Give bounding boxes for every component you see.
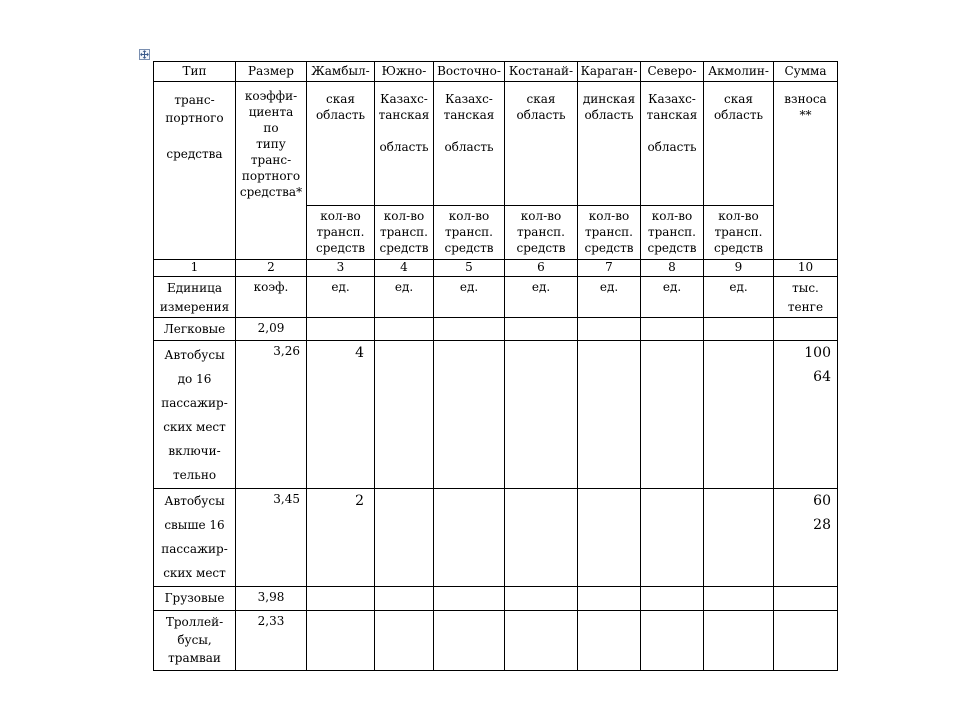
vehicle-contribution-table [153,61,838,671]
coefficient-cell: 3,98 [236,587,307,611]
coefficient-cell: 3,45 [236,489,307,587]
empty-cell [434,341,505,489]
sum-cell: 100 64 [774,341,838,489]
empty-cell [375,489,434,587]
empty-cell [375,587,434,611]
empty-cell [505,587,578,611]
col-header-south-kaz: Южно- [375,62,434,82]
unit-label: Единица измерения [154,277,236,318]
table-row [154,489,838,587]
col-number: 2 [236,260,307,277]
col-desc-zhambyl: ская область [307,82,375,206]
col-sub-zhambyl: кол-во трансп. средств [307,206,375,260]
col-number: 7 [578,260,641,277]
col-desc-akmola: ская область [704,82,774,206]
col-header-size: Размер [236,62,307,82]
unit-cell: ед. [505,277,578,318]
unit-cell: коэф. [236,277,307,318]
empty-cell [505,489,578,587]
sum-cell: 60 28 [774,489,838,587]
empty-cell [641,587,704,611]
empty-cell [641,611,704,671]
table-row [154,341,838,489]
column-number-row [154,260,838,277]
empty-cell [578,587,641,611]
empty-cell [505,341,578,489]
vehicle-type-cell: Грузовые [154,587,236,611]
sum-cell [774,611,838,671]
vehicle-type-cell: Автобусы свыше 16 пассажир- ских мест [154,489,236,587]
empty-cell [578,611,641,671]
coefficient-cell: 3,26 [236,341,307,489]
col-sub-kostanay: кол-во трансп. средств [505,206,578,260]
col-desc-sum: взноса ** [774,82,838,260]
unit-cell: ед. [375,277,434,318]
col-desc-kostanay: ская область [505,82,578,206]
col-number: 6 [505,260,578,277]
empty-cell [704,341,774,489]
zhambyl-count-cell [307,587,375,611]
zhambyl-count-cell: 2 [307,489,375,587]
col-number: 10 [774,260,838,277]
col-header-north-kaz: Северо- [641,62,704,82]
empty-cell [704,587,774,611]
vehicle-type-cell: Автобусы до 16 пассажир- ских мест включи- тельно [154,341,236,489]
col-desc-size: коэффи- циента по типу транс- портного средства* [236,82,307,260]
col-number: 9 [704,260,774,277]
empty-cell [434,489,505,587]
empty-cell [578,341,641,489]
table-row [154,318,838,341]
empty-cell [434,318,505,341]
table-row [154,587,838,611]
vehicle-type-cell: Троллей- бусы, трамваи [154,611,236,671]
table-move-handle-icon[interactable] [139,49,150,60]
col-header-karaganda: Караган- [578,62,641,82]
col-desc-south-kaz: Казахс- танская область [375,82,434,206]
col-number: 1 [154,260,236,277]
col-number: 3 [307,260,375,277]
coefficient-cell: 2,09 [236,318,307,341]
unit-cell: ед. [307,277,375,318]
unit-cell: ед. [641,277,704,318]
col-sub-karaganda: кол-во трансп. средств [578,206,641,260]
unit-cell: тыс. тенге [774,277,838,318]
col-desc-type: транс- портного средства [154,82,236,260]
sum-cell [774,587,838,611]
zhambyl-count-cell: 4 [307,341,375,489]
col-header-east-kaz: Восточно- [434,62,505,82]
header-row-titles [154,62,838,82]
col-header-akmola: Акмолин- [704,62,774,82]
empty-cell [578,489,641,587]
empty-cell [505,611,578,671]
coefficient-cell: 2,33 [236,611,307,671]
col-sub-north-kaz: кол-во трансп. средств [641,206,704,260]
col-sub-akmola: кол-во трансп. средств [704,206,774,260]
col-desc-north-kaz: Казахс- танская область [641,82,704,206]
empty-cell [704,318,774,341]
empty-cell [641,489,704,587]
header-row-descriptions [154,82,838,206]
empty-cell [434,611,505,671]
col-header-zhambyl: Жамбыл- [307,62,375,82]
empty-cell [434,587,505,611]
sum-cell [774,318,838,341]
col-sub-south-kaz: кол-во трансп. средств [375,206,434,260]
empty-cell [505,318,578,341]
vehicle-type-cell: Легковые [154,318,236,341]
unit-cell: ед. [704,277,774,318]
empty-cell [704,489,774,587]
empty-cell [641,341,704,489]
empty-cell [375,341,434,489]
col-header-type: Тип [154,62,236,82]
units-row [154,277,838,318]
empty-cell [704,611,774,671]
unit-cell: ед. [434,277,505,318]
col-desc-east-kaz: Казахс- танская область [434,82,505,206]
col-header-sum: Сумма [774,62,838,82]
col-number: 4 [375,260,434,277]
unit-cell: ед. [578,277,641,318]
empty-cell [375,611,434,671]
col-number: 8 [641,260,704,277]
table-row [154,611,838,671]
empty-cell [375,318,434,341]
zhambyl-count-cell [307,318,375,341]
col-number: 5 [434,260,505,277]
empty-cell [578,318,641,341]
empty-cell [641,318,704,341]
zhambyl-count-cell [307,611,375,671]
col-desc-karaganda: динская область [578,82,641,206]
col-sub-east-kaz: кол-во трансп. средств [434,206,505,260]
col-header-kostanay: Костанай- [505,62,578,82]
